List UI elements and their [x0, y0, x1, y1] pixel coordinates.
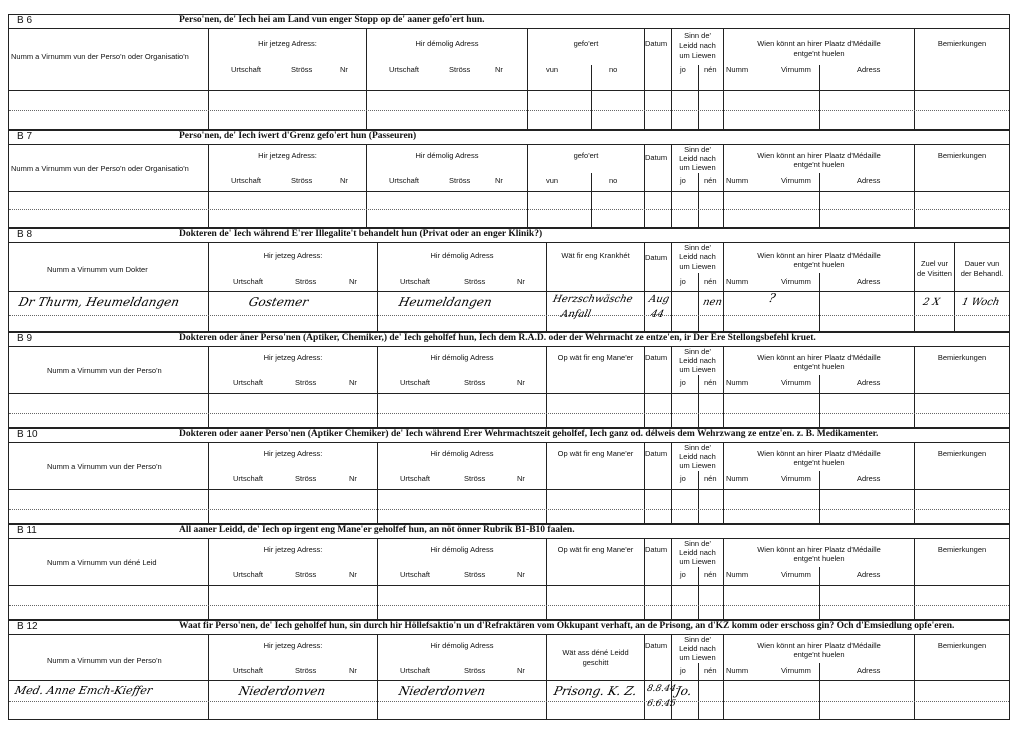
col-header-maner: Op wät fir eng Mane'er [557, 449, 634, 458]
sub-header-stross: Ströss [464, 570, 486, 579]
col-header-leidd: Leidd nach [679, 154, 716, 163]
col-header-bemierkungen: Bemierkungen [937, 641, 987, 650]
sub-header-nr: Nr [517, 378, 525, 387]
entry-former-address: Heumeldangen [397, 295, 494, 309]
col-header-sinn: Sinn de' [684, 635, 711, 644]
col-header-jetzeg: Hir jetzeg Adress: [258, 151, 317, 160]
section-title: Perso'nen, de' Iech hei am Land vun enger Stopp op de' aaner gefo'ert hun. [179, 15, 485, 25]
sub-header-numm: Numm [726, 65, 749, 74]
sub-header-nr: Nr [517, 570, 525, 579]
sub-header-adress: Adress [857, 65, 881, 74]
sub-header-urtschaft: Urtschaft [233, 378, 264, 387]
col-header-wien-2: entge'nt huelen [793, 362, 845, 371]
sub-header-virnumm: Virnumm [781, 570, 811, 579]
sub-header-virnumm: Virnumm [781, 176, 811, 185]
col-header-jetzeg: Hir jetzeg Adress: [263, 251, 323, 260]
sub-header-nr: Nr [349, 474, 357, 483]
sub-header-vun: vun [546, 65, 559, 74]
sub-header-urtschaft: Urtschaft [400, 570, 431, 579]
entry-what-happened: Prisong. K. Z. [552, 684, 639, 698]
col-header-wien: Wien könnt an hirer Plaatz d'Médaille [757, 641, 881, 650]
first-col-header: Numm a Virnumm vun der Perso'n oder Organisatio'n [11, 164, 189, 173]
col-header-sinn: Sinn de' [684, 347, 711, 356]
sub-header-stross: Ströss [295, 570, 317, 579]
sub-header-stross: Ströss [295, 378, 317, 387]
sub-header-stross: Ströss [449, 65, 471, 74]
section-b8 [8, 228, 1010, 332]
col-header-leidd: Leidd nach [679, 252, 716, 261]
col-header-liewen: um Liewen [679, 51, 716, 60]
sub-header-adress: Adress [857, 666, 881, 675]
sub-header-adress: Adress [857, 378, 881, 387]
col-header-demolig: Hir démolig Adress [430, 545, 494, 554]
col-header-krankheet: Wät fir eng Krankhét [561, 251, 630, 260]
col-header-datum: Datum [645, 153, 668, 162]
sub-header-numm: Numm [726, 277, 749, 286]
sub-header-nr: Nr [340, 65, 348, 74]
col-header-datum: Datum [645, 545, 668, 554]
sub-header-stross: Ströss [295, 474, 317, 483]
col-header-demolig: Hir démolig Adress [430, 641, 494, 650]
sub-header-nr: Nr [349, 666, 357, 675]
col-header-sinn: Sinn de' [684, 539, 711, 548]
col-header-geschitt-2: geschitt [582, 658, 609, 667]
col-header-datum: Datum [645, 641, 668, 650]
sub-header-nr: Nr [349, 277, 357, 286]
entry-date-2: 44 [649, 309, 665, 320]
sub-header-virnumm: Virnumm [781, 65, 811, 74]
col-header-leidd: Leidd nach [679, 356, 716, 365]
col-header-sinn: Sinn de' [684, 243, 711, 252]
col-header-sinn: Sinn de' [684, 31, 711, 40]
col-header-demolig: Hir démolig Adress [415, 151, 479, 160]
sub-header-jo: jo [680, 378, 686, 387]
sub-header-nr: Nr [349, 378, 357, 387]
sub-header-no: no [609, 176, 618, 185]
col-header-liewen: um Liewen [679, 461, 716, 470]
col-header-wien: Wien könnt an hirer Plaatz d'Médaille [757, 545, 881, 554]
col-header-gefoert: gefo'ert [573, 151, 599, 160]
sub-header-urtschaft: Urtschaft [233, 474, 264, 483]
col-header-jetzeg: Hir jetzeg Adress: [263, 641, 323, 650]
sub-header-nen: nén [704, 666, 717, 675]
col-header-leidd: Leidd nach [679, 644, 716, 653]
col-header-wien-2: entge'nt huelen [793, 49, 845, 58]
sub-header-numm: Numm [726, 176, 749, 185]
sub-header-nen: nén [704, 176, 717, 185]
col-header-leidd: Leidd nach [679, 452, 716, 461]
section-tag: B 12 [17, 621, 38, 632]
sub-header-urtschaft: Urtschaft [389, 65, 420, 74]
col-header-wien-2: entge'nt huelen [793, 650, 845, 659]
col-header-geschitt: Wät ass déné Leidd [562, 648, 629, 657]
sub-header-nen: nén [704, 277, 717, 286]
first-col-header: Numm a Virnumm vun der Perso'n [47, 656, 162, 665]
col-header-jetzeg: Hir jetzeg Adress: [258, 39, 317, 48]
sub-header-urtschaft: Urtschaft [233, 277, 264, 286]
col-header-wien-2: entge'nt huelen [793, 458, 845, 467]
col-header-wien-2: entge'nt huelen [793, 554, 845, 563]
sub-header-vun: vun [546, 176, 559, 185]
sub-header-adress: Adress [857, 570, 881, 579]
col-header-bemierkungen: Bemierkungen [937, 353, 987, 362]
section-b7 [8, 130, 1010, 228]
sub-header-stross: Ströss [464, 474, 486, 483]
col-header-jetzeg: Hir jetzeg Adress: [263, 545, 323, 554]
section-b11 [8, 524, 1010, 620]
sub-header-urtschaft: Urtschaft [400, 378, 431, 387]
sub-header-virnumm: Virnumm [781, 474, 811, 483]
sub-header-urtschaft: Urtschaft [389, 176, 420, 185]
col-header-zuel-2: de Visitten [917, 269, 952, 278]
sub-header-nr: Nr [495, 65, 503, 74]
col-header-bemierkungen: Bemierkungen [937, 545, 987, 554]
col-header-sinn: Sinn de' [684, 145, 711, 154]
entry-illness: Herzschwäsche [551, 294, 634, 305]
sub-header-nen: nén [704, 378, 717, 387]
col-header-datum: Datum [645, 353, 668, 362]
section-title: Dokteren de' Iech während E'rer Illegalite't behandelt hun (Privat oder an enger Klinik?) [179, 229, 543, 239]
col-header-demolig: Hir démolig Adress [415, 39, 479, 48]
sub-header-adress: Adress [857, 176, 881, 185]
col-header-liewen: um Liewen [679, 163, 716, 172]
col-header-wien: Wien könnt an hirer Plaatz d'Médaille [757, 251, 881, 260]
col-header-zuel: Zuel vur [920, 259, 949, 268]
entry-date-2: 6.6.45 [645, 699, 677, 709]
first-col-header: Numm a Virnumm vum Dokter [47, 265, 148, 274]
section-b9 [8, 332, 1010, 428]
section-title: Dokteren oder äner Perso'nen (Aptiker, Chemiker,) de' Iech geholfef hun, Iech dem R.A.D. oder der Wehrmacht ze entze'en, ir Der Ere Stellongsbefehl kruet. [179, 333, 816, 343]
entry-doctor-name: Dr Thurm, Heumeldangen [17, 295, 181, 309]
sub-header-stross: Ströss [464, 277, 486, 286]
col-header-wien: Wien könnt an hirer Plaatz d'Médaille [757, 151, 881, 160]
section-tag: B 11 [17, 525, 37, 536]
sub-header-nr: Nr [340, 176, 348, 185]
entry-date: 8.8.44- [645, 684, 680, 694]
section-tag: B 7 [17, 131, 33, 142]
sub-header-stross: Ströss [464, 666, 486, 675]
section-title: Waat fir Perso'nen, de' Iech geholfef hun, sin durch hir Höllefsaktio'n un d'Refraktären vom Okkupant verhaft, an de Prisong, an d'KZ komm oder erschoss gin? Och d'Emsiedlung opfe'eren. [179, 621, 955, 631]
section-tag: B 10 [17, 429, 38, 440]
sub-header-virnumm: Virnumm [781, 666, 811, 675]
col-header-maner: Op wät fir eng Mane'er [557, 353, 634, 362]
col-header-bemierkungen: Bemierkungen [937, 151, 987, 160]
sub-header-adress: Adress [857, 277, 881, 286]
sub-header-jo: jo [680, 666, 686, 675]
sub-header-nen: nén [704, 474, 717, 483]
sub-header-nen: nén [704, 65, 717, 74]
col-header-liewen: um Liewen [679, 262, 716, 271]
col-header-jetzeg: Hir jetzeg Adress: [263, 353, 323, 362]
sub-header-numm: Numm [726, 474, 749, 483]
entry-current-address: Niederdonven [237, 684, 327, 698]
col-header-liewen: um Liewen [679, 653, 716, 662]
sub-header-virnumm: Virnumm [781, 277, 811, 286]
col-header-gefoert: gefo'ert [573, 39, 599, 48]
entry-current-address: Gostemer [247, 295, 310, 309]
sub-header-numm: Numm [726, 570, 749, 579]
sub-header-urtschaft: Urtschaft [231, 65, 262, 74]
section-title: All aaner Leidd, de' Iech op irgent eng Mane'er geholfef hun, an nöt önner Rubrik B1-B10 faalen. [179, 525, 575, 535]
col-header-demolig: Hir démolig Adress [430, 449, 494, 458]
col-header-sinn: Sinn de' [684, 443, 711, 452]
entry-person-name: Med. Anne Emch-Kieffer [13, 684, 154, 697]
section-title: Dokteren oder aaner Perso'nen (Aptiker Chemiker) de' Iech während Erer Wehrmachtszeit geholfef, Iech ganz od. délweis dem Wehrzwang ze entze'en. z. B. Medikamenter. [179, 429, 879, 439]
sub-header-nr: Nr [495, 176, 503, 185]
section-b10 [8, 428, 1010, 524]
col-header-leidd: Leidd nach [679, 548, 716, 557]
section-tag: B 6 [17, 15, 33, 26]
col-header-demolig: Hir démolig Adress [430, 251, 494, 260]
first-col-header: Numm a Virnumm vun der Perso'n oder Organisatio'n [11, 52, 189, 61]
col-header-jetzeg: Hir jetzeg Adress: [263, 449, 323, 458]
sub-header-stross: Ströss [295, 277, 317, 286]
section-b12 [8, 620, 1010, 720]
col-header-bemierkungen: Bemierkungen [937, 449, 987, 458]
col-header-datum: Datum [645, 39, 668, 48]
section-tag: B 9 [17, 333, 33, 344]
entry-jo: Jo. [674, 684, 694, 698]
sub-header-urtschaft: Urtschaft [231, 176, 262, 185]
col-header-dauer-2: der Behandl. [960, 269, 1004, 278]
col-header-wien-2: entge'nt huelen [793, 160, 845, 169]
col-header-liewen: um Liewen [679, 557, 716, 566]
sub-header-urtschaft: Urtschaft [400, 474, 431, 483]
sub-header-nr: Nr [517, 666, 525, 675]
entry-former-address: Niederdonven [397, 684, 487, 698]
sub-header-numm: Numm [726, 378, 749, 387]
sub-header-nr: Nr [349, 570, 357, 579]
sub-header-adress: Adress [857, 474, 881, 483]
sub-header-nr: Nr [517, 277, 525, 286]
col-header-wien: Wien könnt an hirer Plaatz d'Médaille [757, 353, 881, 362]
col-header-datum: Datum [645, 449, 668, 458]
sub-header-stross: Ströss [291, 65, 313, 74]
col-header-wien: Wien könnt an hirer Plaatz d'Médaille [757, 449, 881, 458]
col-header-demolig: Hir démolig Adress [430, 353, 494, 362]
sub-header-jo: jo [680, 474, 686, 483]
sub-header-jo: jo [680, 176, 686, 185]
col-header-liewen: um Liewen [679, 365, 716, 374]
sub-header-no: no [609, 65, 618, 74]
col-header-bemierkungen: Bemierkungen [937, 39, 987, 48]
col-header-wien: Wien könnt an hirer Plaatz d'Médaille [757, 39, 881, 48]
col-header-datum: Datum [645, 253, 668, 262]
entry-duration: 1 Woch [960, 297, 1001, 308]
sub-header-urtschaft: Urtschaft [233, 570, 264, 579]
sub-header-stross: Ströss [464, 378, 486, 387]
sub-header-urtschaft: Urtschaft [400, 666, 431, 675]
sub-header-urtschaft: Urtschaft [400, 277, 431, 286]
entry-date: Aug [647, 294, 671, 305]
first-col-header: Numm a Virnumm vun déné Leid [47, 558, 157, 567]
sub-header-jo: jo [680, 277, 686, 286]
col-header-dauer: Dauer vun [964, 259, 1000, 268]
sub-header-stross: Ströss [449, 176, 471, 185]
sub-header-jo: jo [680, 570, 686, 579]
section-title: Perso'nen, de' Iech iwert d'Grenz gefo'ert hun (Passeuren) [179, 131, 417, 141]
section-tag: B 8 [17, 229, 33, 240]
sub-header-nen: nén [704, 570, 717, 579]
sub-header-stross: Ströss [295, 666, 317, 675]
entry-illness-2: Anfall [559, 309, 592, 320]
sub-header-stross: Ströss [291, 176, 313, 185]
col-header-maner: Op wät fir eng Mane'er [557, 545, 634, 554]
sub-header-virnumm: Virnumm [781, 378, 811, 387]
entry-nen: nen [701, 297, 723, 308]
entry-visits: 2 X [921, 297, 941, 308]
col-header-wien-2: entge'nt huelen [793, 260, 845, 269]
section-b6 [8, 14, 1010, 130]
sub-header-nr: Nr [517, 474, 525, 483]
sub-header-numm: Numm [726, 666, 749, 675]
col-header-leidd: Leidd nach [679, 41, 716, 50]
first-col-header: Numm a Virnumm vun der Perso'n [47, 462, 162, 471]
first-col-header: Numm a Virnumm vun der Perso'n [47, 366, 162, 375]
sub-header-jo: jo [680, 65, 686, 74]
sub-header-urtschaft: Urtschaft [233, 666, 264, 675]
entry-medal: ? [767, 291, 777, 305]
